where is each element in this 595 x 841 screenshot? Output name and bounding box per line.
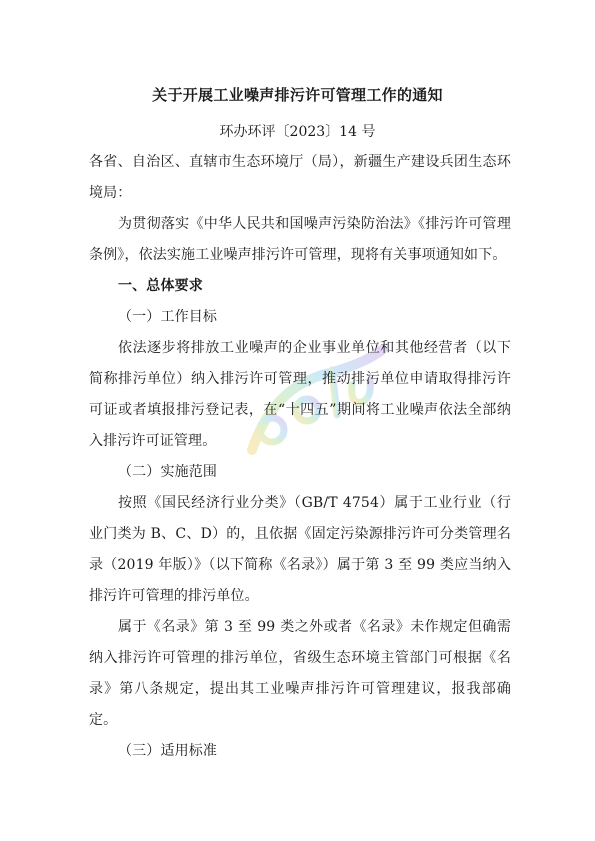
subsection-1-heading: （一）工作目标 xyxy=(118,309,218,325)
salutation: 各省、自治区、直辖市生态环境厅（局），新疆生产建设兵团生态环境局： xyxy=(89,154,511,201)
document-title: 关于开展工业噪声排污许可管理工作的通知 xyxy=(152,86,443,104)
subsection-3-heading: （三）适用标准 xyxy=(118,743,218,759)
subsection-2-heading: （二）实施范围 xyxy=(118,464,218,480)
intro-paragraph: 为贯彻落实《中华人民共和国噪声污染防治法》《排污许可管理条例》，依法实施工业噪声排污许可管理，现将有关事项通知如下。 xyxy=(89,216,511,263)
document-number: 环办环评〔2023〕14 号 xyxy=(219,124,376,140)
subsection-2-paragraph-2: 属于《名录》第 3 至 99 类之外或者《名录》未作规定但确需纳入排污许可管理的排污单位，省级生态环境主管部门可根据《名录》第八条规定，提出其工业噪声排污许可管理建议，报我部确定。 xyxy=(89,619,511,728)
document-body xyxy=(89,147,511,767)
subsection-1-paragraph: 依法逐步将排放工业噪声的企业事业单位和其他经营者（以下简称排污单位）纳入排污许可管理，推动排污单位申请取得排污许可证或者填报排污登记表，在“十四五”期间将工业噪声依法全部纳入排污许可证管理。 xyxy=(89,340,511,449)
subsection-2-paragraph-1: 按照《国民经济行业分类》（GB/T 4754）属于工业行业（行业门类为 B、C、D）的，且依据《固定污染源排污许可分类管理名录（2019 年版）》（以下简称《名录》）属于第 3 至 99 类应当纳入排污许可管理的排污单位。 xyxy=(89,495,511,604)
section-1-heading: 一、总体要求 xyxy=(118,278,203,294)
